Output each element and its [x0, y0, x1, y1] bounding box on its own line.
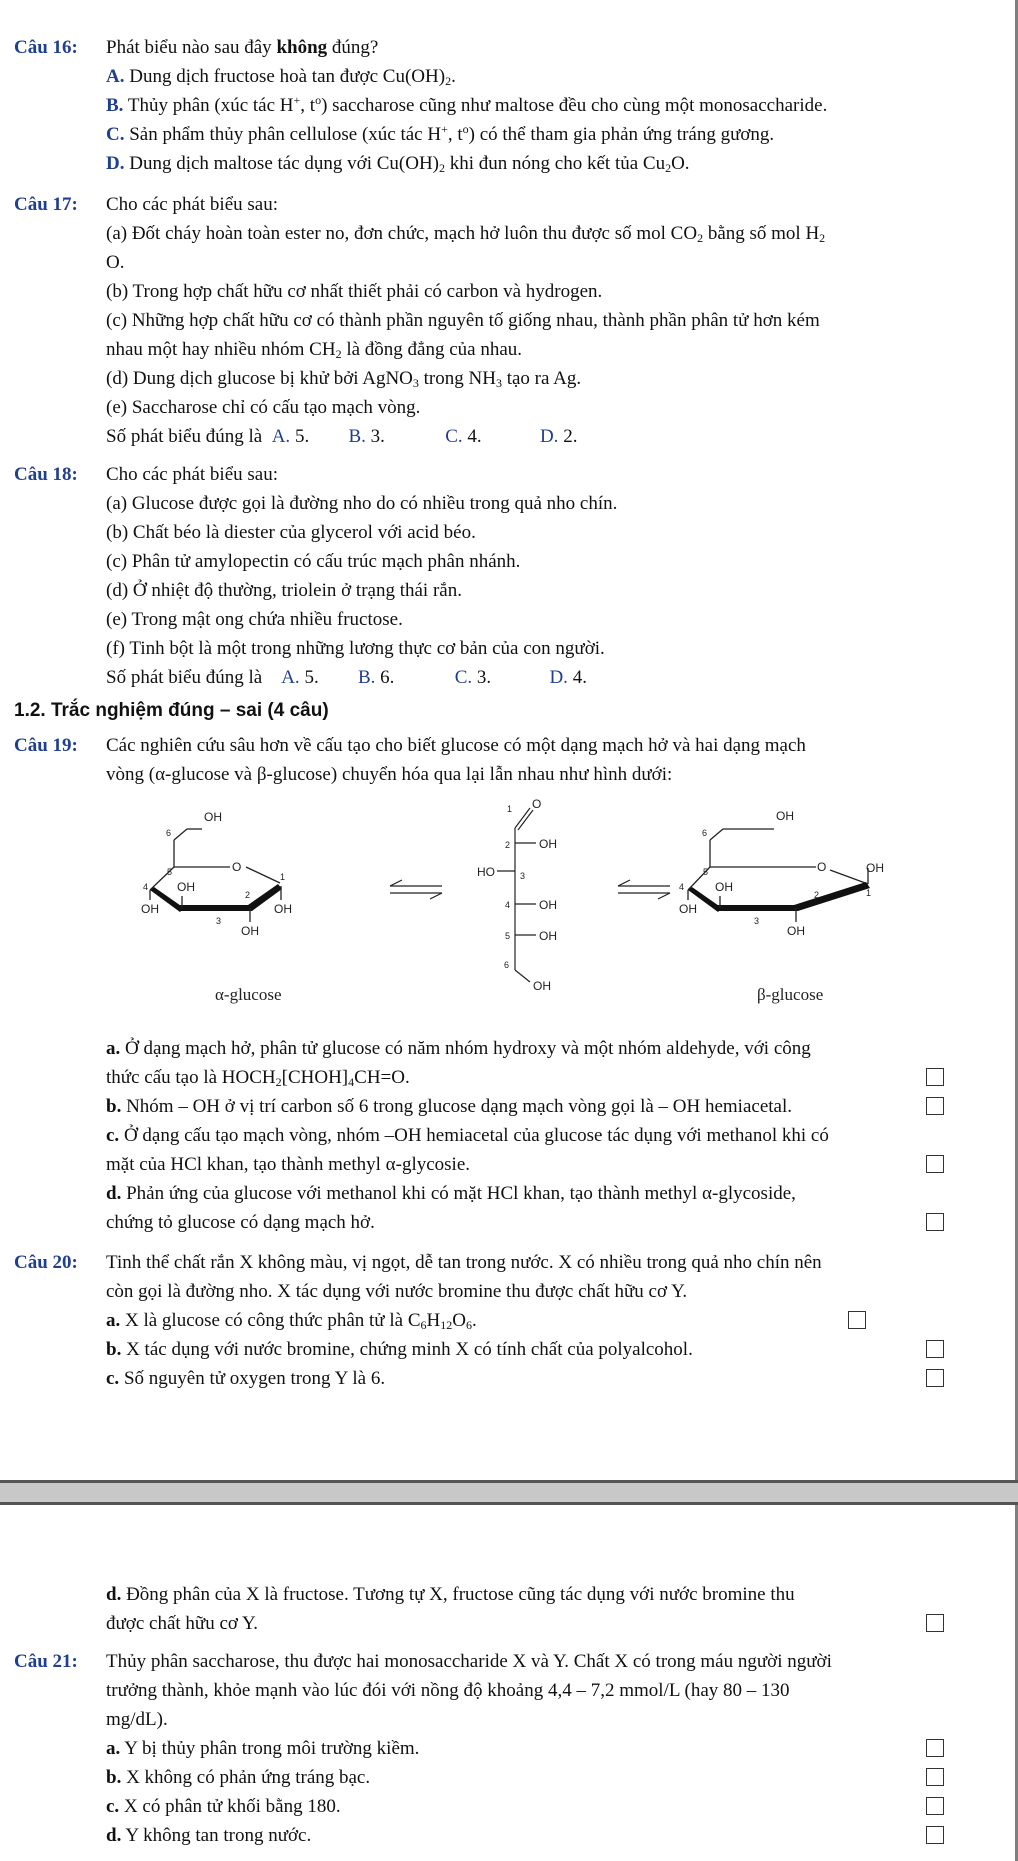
- statement-d: (d) Dung dịch glucose bị khử bởi AgNO$_3$ trong $NH_3$ tạo ra Ag.: [106, 368, 582, 390]
- question-number: Câu 21:: [14, 1651, 78, 1672]
- question-16: [14, 33, 944, 178]
- statement-c-cont: mặt của HCl khan, tạo thành methyl α-glycosie.: [106, 1150, 944, 1179]
- svg-text:1: 1: [280, 872, 286, 882]
- glucose-structures-figure: [141, 797, 970, 1010]
- question-17: [14, 190, 944, 451]
- statement-a-cont: thức cấu tạo là $HOCH_2[CHOH]_4CH=O$.: [106, 1063, 944, 1092]
- question-number: Câu 16:: [14, 37, 78, 58]
- question-stem: Cho các phát biểu sau:: [106, 194, 279, 215]
- svg-text:OH: OH: [866, 861, 884, 875]
- checkbox-a[interactable]: [926, 1068, 944, 1086]
- question-stem: Phát biểu nào sau đây không đúng?: [106, 37, 379, 58]
- answer-b: B. 3.: [348, 426, 385, 447]
- statement-b: (b) Trong hợp chất hữu cơ nhất thiết phải có carbon và hydrogen.: [106, 281, 603, 302]
- equilibrium-arrow-1: [390, 880, 442, 899]
- checkbox-a[interactable]: [848, 1311, 866, 1329]
- svg-text:4: 4: [505, 900, 511, 910]
- svg-text:O: O: [532, 797, 542, 811]
- option-c: C. Sản phẩm thủy phân cellulose (xúc tác H+, $t^o$) có thể tham gia phản ứng tráng gương.: [106, 122, 775, 145]
- open-chain-glucose-structure: [477, 797, 557, 993]
- svg-text:OH: OH: [177, 880, 195, 894]
- answer-d: D. 2.: [539, 426, 578, 447]
- beta-glucose-caption: β-glucose: [757, 985, 824, 1004]
- question-19: [14, 731, 944, 789]
- svg-text:OH: OH: [539, 929, 557, 943]
- statement-a: (a) Đốt cháy hoàn toàn ester no, đơn chức, mạch hở luôn thu được số mol $CO_2$ bằng số mol $H_2$: [106, 223, 826, 245]
- svg-text:1: 1: [507, 804, 513, 814]
- question-20-cont: [14, 1580, 944, 1638]
- question-stem: Thủy phân saccharose, thu được hai monosaccharide X và Y. Chất X có trong máu người người: [106, 1651, 832, 1672]
- statement-d-cont: được chất hữu cơ Y.: [106, 1609, 944, 1638]
- checkbox-c[interactable]: [926, 1369, 944, 1387]
- statement-b: b. X không có phản ứng tráng bạc.: [106, 1763, 944, 1792]
- statement-a-cont: O.: [106, 252, 125, 273]
- question-stem-cont-2: mg/dL).: [106, 1709, 168, 1730]
- svg-text:OH: OH: [539, 837, 557, 851]
- statement-b: b. Nhóm – OH ở vị trí carbon số 6 trong glucose dạng mạch vòng gọi là – OH hemiacetal.: [106, 1092, 944, 1121]
- question-20: [14, 1248, 944, 1393]
- svg-text:5: 5: [505, 931, 511, 941]
- statement-d: d. Phản ứng của glucose với methanol khi có mặt HCl khan, tạo thành methyl α-glycoside,: [106, 1183, 796, 1204]
- answer-a: A. 5.: [271, 426, 310, 447]
- statement-a: a. Ở dạng mạch hở, phân tử glucose có năm nhóm hydroxy và một nhóm aldehyde, với công: [106, 1038, 811, 1059]
- svg-text:OH: OH: [539, 898, 557, 912]
- answer-b: B. 6.: [357, 667, 395, 688]
- svg-text:5: 5: [167, 867, 173, 877]
- svg-text:OH: OH: [533, 979, 551, 993]
- svg-text:OH: OH: [241, 924, 259, 938]
- statement-d: d. Đồng phân của X là fructose. Tương tự X, fructose cũng tác dụng với nước bromine thu: [106, 1584, 795, 1605]
- svg-text:2: 2: [814, 890, 820, 900]
- statement-a: (a) Glucose được gọi là đường nho do có nhiều trong quả nho chín.: [106, 493, 618, 514]
- svg-text:OH: OH: [787, 924, 805, 938]
- statement-c: c. X có phân tử khối bằng 180.: [106, 1792, 944, 1821]
- statement-b: b. X tác dụng với nước bromine, chứng minh X có tính chất của polyalcohol.: [106, 1335, 944, 1364]
- statement-e: (e) Saccharose chỉ có cấu tạo mạch vòng.: [106, 397, 421, 418]
- statement-f: (f) Tinh bột là một trong những lương thực cơ bản của con người.: [106, 638, 605, 659]
- svg-text:O: O: [817, 860, 827, 874]
- svg-text:3: 3: [754, 916, 760, 926]
- alpha-glucose-structure: [141, 810, 292, 938]
- checkbox-b[interactable]: [926, 1097, 944, 1115]
- question-21: [14, 1647, 944, 1850]
- svg-text:OH: OH: [274, 902, 292, 916]
- svg-text:3: 3: [520, 871, 526, 881]
- svg-text:6: 6: [504, 960, 510, 970]
- question-number: Câu 17:: [14, 194, 78, 215]
- checkbox-c[interactable]: [926, 1155, 944, 1173]
- answer-d: D. 4.: [549, 667, 587, 688]
- svg-text:O: O: [232, 860, 242, 874]
- svg-text:6: 6: [166, 828, 172, 838]
- checkbox-c[interactable]: [926, 1797, 944, 1815]
- question-stem-cont: còn gọi là đường nho. X tác dụng với nước bromine thu được chất hữu cơ Y.: [106, 1281, 688, 1302]
- svg-text:OH: OH: [204, 810, 222, 824]
- svg-text:2: 2: [505, 840, 511, 850]
- svg-text:1: 1: [866, 888, 872, 898]
- statement-a: a. X là glucose có công thức phân tử là $C_6H_{12}O_6$.: [106, 1306, 866, 1335]
- statement-b: (b) Chất béo là diester của glycerol với acid béo.: [106, 522, 476, 543]
- svg-text:3: 3: [216, 916, 222, 926]
- checkbox-d[interactable]: [926, 1213, 944, 1231]
- statement-a: a. Y bị thủy phân trong môi trường kiềm.: [106, 1734, 944, 1763]
- svg-text:2: 2: [245, 890, 251, 900]
- option-a: A. Dung dịch fructose hoà tan được $Cu(OH)_2$.: [106, 66, 456, 88]
- answer-a: A. 5.: [281, 667, 319, 688]
- question-stem: Tinh thể chất rắn X không màu, vị ngọt, dễ tan trong nước. X có nhiều trong quả nho chín nên: [106, 1252, 822, 1273]
- svg-text:4: 4: [143, 882, 149, 892]
- statement-d: d. Y không tan trong nước.: [106, 1821, 944, 1850]
- checkbox-d[interactable]: [926, 1614, 944, 1632]
- beta-glucose-structure: [679, 809, 884, 938]
- alpha-glucose-caption: α-glucose: [215, 985, 282, 1004]
- svg-text:5: 5: [703, 867, 709, 877]
- section-heading: 1.2. Trắc nghiệm đúng – sai (4 câu): [14, 700, 329, 721]
- statement-c: (c) Những hợp chất hữu cơ có thành phần nguyên tố giống nhau, thành phần phân tử hơn kém: [106, 310, 820, 331]
- statement-c-cont: nhau một hay nhiều nhóm $CH_2$ là đồng đẳng của nhau.: [106, 339, 523, 361]
- svg-text:6: 6: [702, 828, 708, 838]
- statement-e: (e) Trong mật ong chứa nhiều fructose.: [106, 609, 403, 630]
- svg-text:OH: OH: [715, 880, 733, 894]
- option-d: D. Dung dịch maltose tác dụng với $Cu(OH)_2$ khi đun nóng cho kết tủa $Cu_2O$.: [106, 153, 690, 175]
- question-number: Câu 18:: [14, 464, 78, 485]
- question-18: [14, 460, 944, 692]
- checkbox-d[interactable]: [926, 1826, 944, 1844]
- answer-row: Số phát biểu đúng là A. 5. B. 3. C. 4. D. 2.: [106, 422, 944, 451]
- statement-d: (d) Ở nhiệt độ thường, triolein ở trạng thái rắn.: [106, 580, 462, 601]
- statement-d-cont: chứng tỏ glucose có dạng mạch hở.: [106, 1208, 944, 1237]
- answer-c: C. 3.: [454, 667, 492, 688]
- svg-text:OH: OH: [679, 902, 697, 916]
- svg-text:OH: OH: [141, 902, 159, 916]
- equilibrium-arrow-2: [618, 880, 670, 899]
- question-number: Câu 19:: [14, 735, 78, 756]
- svg-text:OH: OH: [776, 809, 794, 823]
- svg-text:4: 4: [679, 882, 685, 892]
- answer-row: Số phát biểu đúng là A. 5. B. 6. C. 3. D. 4.: [106, 663, 944, 692]
- option-b: B. Thủy phân (xúc tác H+, $t^o$) saccharose cũng như maltose đều cho cùng một monosaccharide.: [106, 93, 828, 116]
- question-stem: Cho các phát biểu sau:: [106, 464, 279, 485]
- question-19-statements: [14, 1034, 944, 1237]
- svg-text:HO: HO: [477, 865, 495, 879]
- question-number: Câu 20:: [14, 1252, 78, 1273]
- question-stem: Các nghiên cứu sâu hơn về cấu tạo cho biết glucose có một dạng mạch hở và hai dạng mạch: [106, 735, 806, 756]
- checkbox-b[interactable]: [926, 1768, 944, 1786]
- question-stem-cont: vòng (α-glucose và β-glucose) chuyển hóa qua lại lẫn nhau như hình dưới:: [106, 764, 673, 785]
- checkbox-b[interactable]: [926, 1340, 944, 1358]
- page-break: [0, 1480, 1018, 1505]
- page-2: [0, 1505, 1018, 1861]
- question-stem-cont: trưởng thành, khỏe mạnh vào lúc đói với nồng độ khoảng 4,4 – 7,2 mmol/L (hay 80 – 130: [106, 1680, 790, 1701]
- statement-c: (c) Phân tử amylopectin có cấu trúc mạch phân nhánh.: [106, 551, 521, 572]
- checkbox-a[interactable]: [926, 1739, 944, 1757]
- statement-c: c. Số nguyên tử oxygen trong Y là 6.: [106, 1364, 944, 1393]
- statement-c: c. Ở dạng cấu tạo mạch vòng, nhóm –OH hemiacetal của glucose tác dụng với methanol khi có: [106, 1125, 829, 1146]
- answer-c: C. 4.: [445, 426, 482, 447]
